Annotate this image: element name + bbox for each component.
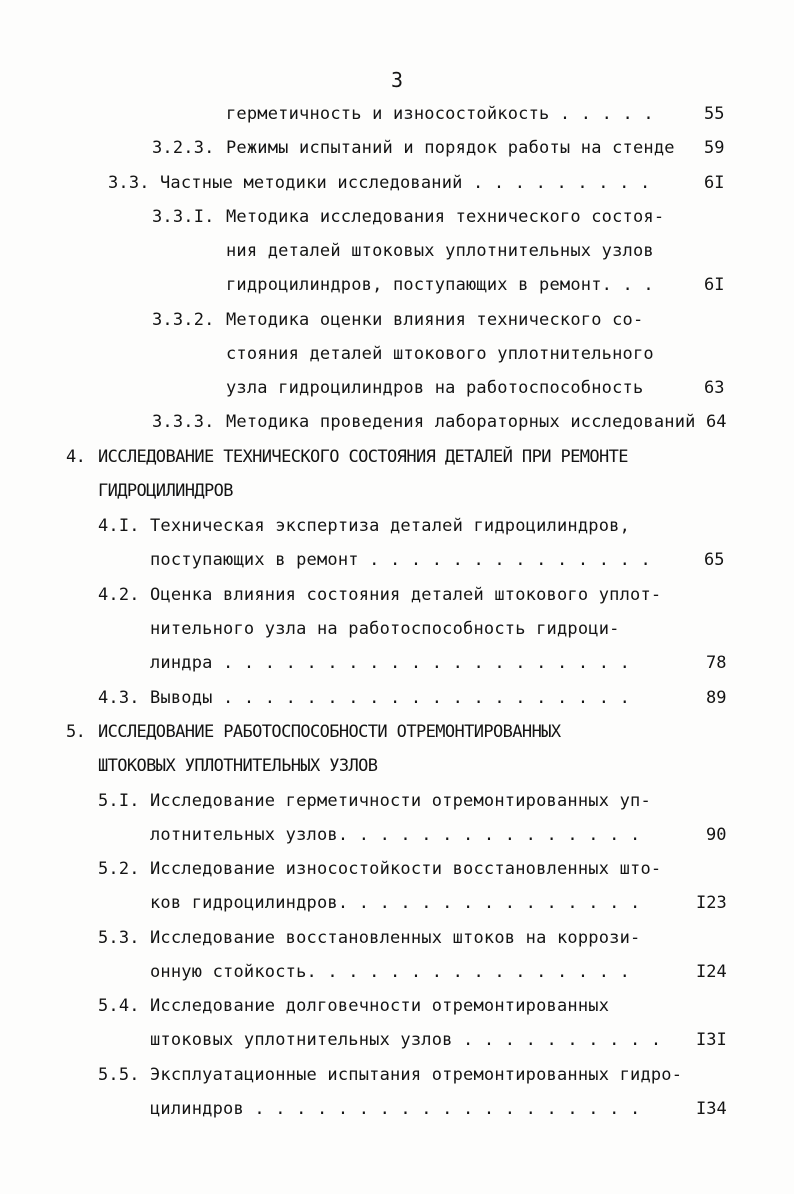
toc-line: [98, 921, 641, 955]
toc-text: ИССЛЕДОВАНИЕ ТЕХНИЧЕСКОГО СОСТОЯНИЯ ДЕТАЛЕЙ ПРИ РЕМОНТЕ: [98, 447, 628, 467]
toc-number: 3.3.3.: [152, 412, 215, 432]
toc-line: [150, 1023, 661, 1057]
toc-text: цилиндров . . . . . . . . . . . . . . . . . . .: [150, 1099, 641, 1119]
toc-number: 4.: [66, 447, 86, 467]
toc-line: [98, 578, 662, 612]
toc-line: [98, 852, 662, 886]
toc-line: [66, 440, 628, 474]
toc-line: [152, 200, 665, 234]
toc-number: 3.3.2.: [152, 310, 215, 330]
toc-line: [226, 371, 643, 405]
toc-text: поступающих в ремонт . . . . . . . . . . . . . .: [150, 550, 651, 570]
toc-text: Эксплуатационные испытания отремонтированных гидро-: [150, 1065, 683, 1085]
toc-line: [152, 405, 696, 439]
toc-line: [98, 989, 610, 1023]
toc-text: Исследование герметичности отремонтированных уп-: [150, 791, 651, 811]
toc-text: ИССЛЕДОВАНИЕ РАБОТОСПОСОБНОСТИ ОТРЕМОНТИРОВАННЫХ: [98, 722, 561, 742]
toc-page-ref: 78: [706, 653, 727, 673]
toc-line: [150, 646, 630, 680]
toc-page-ref: I23: [696, 893, 727, 913]
toc-line: [150, 543, 651, 577]
toc-text: лотнительных узлов. . . . . . . . . . . . . . .: [150, 825, 641, 845]
toc-number: 5.: [66, 722, 86, 742]
toc-text: герметичность и износостойкость . . . . .: [226, 104, 654, 124]
toc-line: [108, 166, 651, 200]
toc-line: [150, 886, 640, 920]
toc-line: [98, 784, 651, 818]
toc-number: 5.3.: [98, 928, 140, 948]
toc-line: [150, 1092, 640, 1126]
toc-page-ref: 63: [704, 378, 725, 398]
toc-line: [98, 681, 631, 715]
toc-line: [226, 97, 654, 131]
toc-number: 5.4.: [98, 996, 140, 1016]
toc-line: [152, 131, 675, 165]
toc-page-ref: I3I: [696, 1030, 727, 1050]
page-number: 3: [390, 68, 404, 92]
toc-line: [226, 234, 654, 268]
toc-text: Исследование износостойкости восстановленных што-: [150, 859, 662, 879]
toc-text: стояния деталей штокового уплотнительного: [226, 344, 654, 364]
toc-text: ГИДРОЦИЛИНДРОВ: [98, 481, 233, 501]
toc-number: 3.2.3.: [152, 138, 215, 158]
toc-number: 4.2.: [98, 585, 140, 605]
toc-text: ШТОКОВЫХ УПЛОТНИТЕЛЬНЫХ УЗЛОВ: [98, 756, 378, 776]
toc-number: 5.5.: [98, 1065, 140, 1085]
toc-number: 4.3.: [98, 688, 140, 708]
toc-text: Режимы испытаний и порядок работы на стенде: [226, 138, 675, 158]
toc-text: Методика проведения лабораторных исследований: [226, 412, 696, 432]
toc-number: 4.I.: [98, 516, 140, 536]
toc-page-ref: 89: [706, 688, 727, 708]
toc-line: [98, 749, 377, 783]
toc-number: 3.3.I.: [152, 207, 215, 227]
toc-number: 5.I.: [98, 791, 140, 811]
toc-page-ref: 6I: [704, 275, 725, 295]
toc-text: Исследование восстановленных штоков на коррози-: [150, 928, 641, 948]
toc-line: [226, 337, 654, 371]
toc-page-ref: 64: [706, 412, 727, 432]
toc-text: Методика исследования технического состоя-: [226, 207, 665, 227]
toc-text: Выводы . . . . . . . . . . . . . . . . . . . .: [150, 688, 631, 708]
toc-line: [150, 612, 620, 646]
toc-line: [98, 474, 233, 508]
toc-line: [150, 818, 640, 852]
toc-line: [98, 509, 631, 543]
toc-text: линдра . . . . . . . . . . . . . . . . . . . .: [150, 653, 631, 673]
toc-text: Методика оценки влияния технического со-: [226, 310, 644, 330]
toc-page-ref: 55: [704, 104, 725, 124]
toc-text: Оценка влияния состояния деталей штокового уплот-: [150, 585, 662, 605]
toc-page-ref: 65: [704, 550, 725, 570]
toc-text: ков гидроцилиндров. . . . . . . . . . . . . . .: [150, 893, 641, 913]
toc-page-ref: I24: [696, 962, 727, 982]
toc-page-ref: 59: [704, 138, 725, 158]
toc-text: нительного узла на работоспособность гидроци-: [150, 619, 620, 639]
toc-text: Техническая экспертиза деталей гидроцилиндров,: [150, 516, 631, 536]
toc-text: онную стойкость. . . . . . . . . . . . . . . .: [150, 962, 631, 982]
toc-number: 3.3.: [108, 173, 150, 193]
toc-line: [150, 955, 630, 989]
toc-line: [66, 715, 561, 749]
toc-page-ref: I34: [696, 1099, 727, 1119]
toc-text: Частные методики исследований . . . . . . . . .: [160, 173, 651, 193]
toc-text: Исследование долговечности отремонтированных: [150, 996, 610, 1016]
toc-text: гидроцилиндров, поступающих в ремонт. . .: [226, 275, 654, 295]
toc-number: 5.2.: [98, 859, 140, 879]
toc-line: [152, 303, 644, 337]
toc-text: штоковых уплотнительных узлов . . . . . . . . . .: [150, 1030, 662, 1050]
toc-text: ния деталей штоковых уплотнительных узлов: [226, 241, 654, 261]
toc-line: [98, 1058, 683, 1092]
toc-page-ref: 90: [706, 825, 727, 845]
toc-line: [226, 268, 654, 302]
toc-text: узла гидроцилиндров на работоспособность: [226, 378, 644, 398]
toc-page-ref: 6I: [704, 173, 725, 193]
